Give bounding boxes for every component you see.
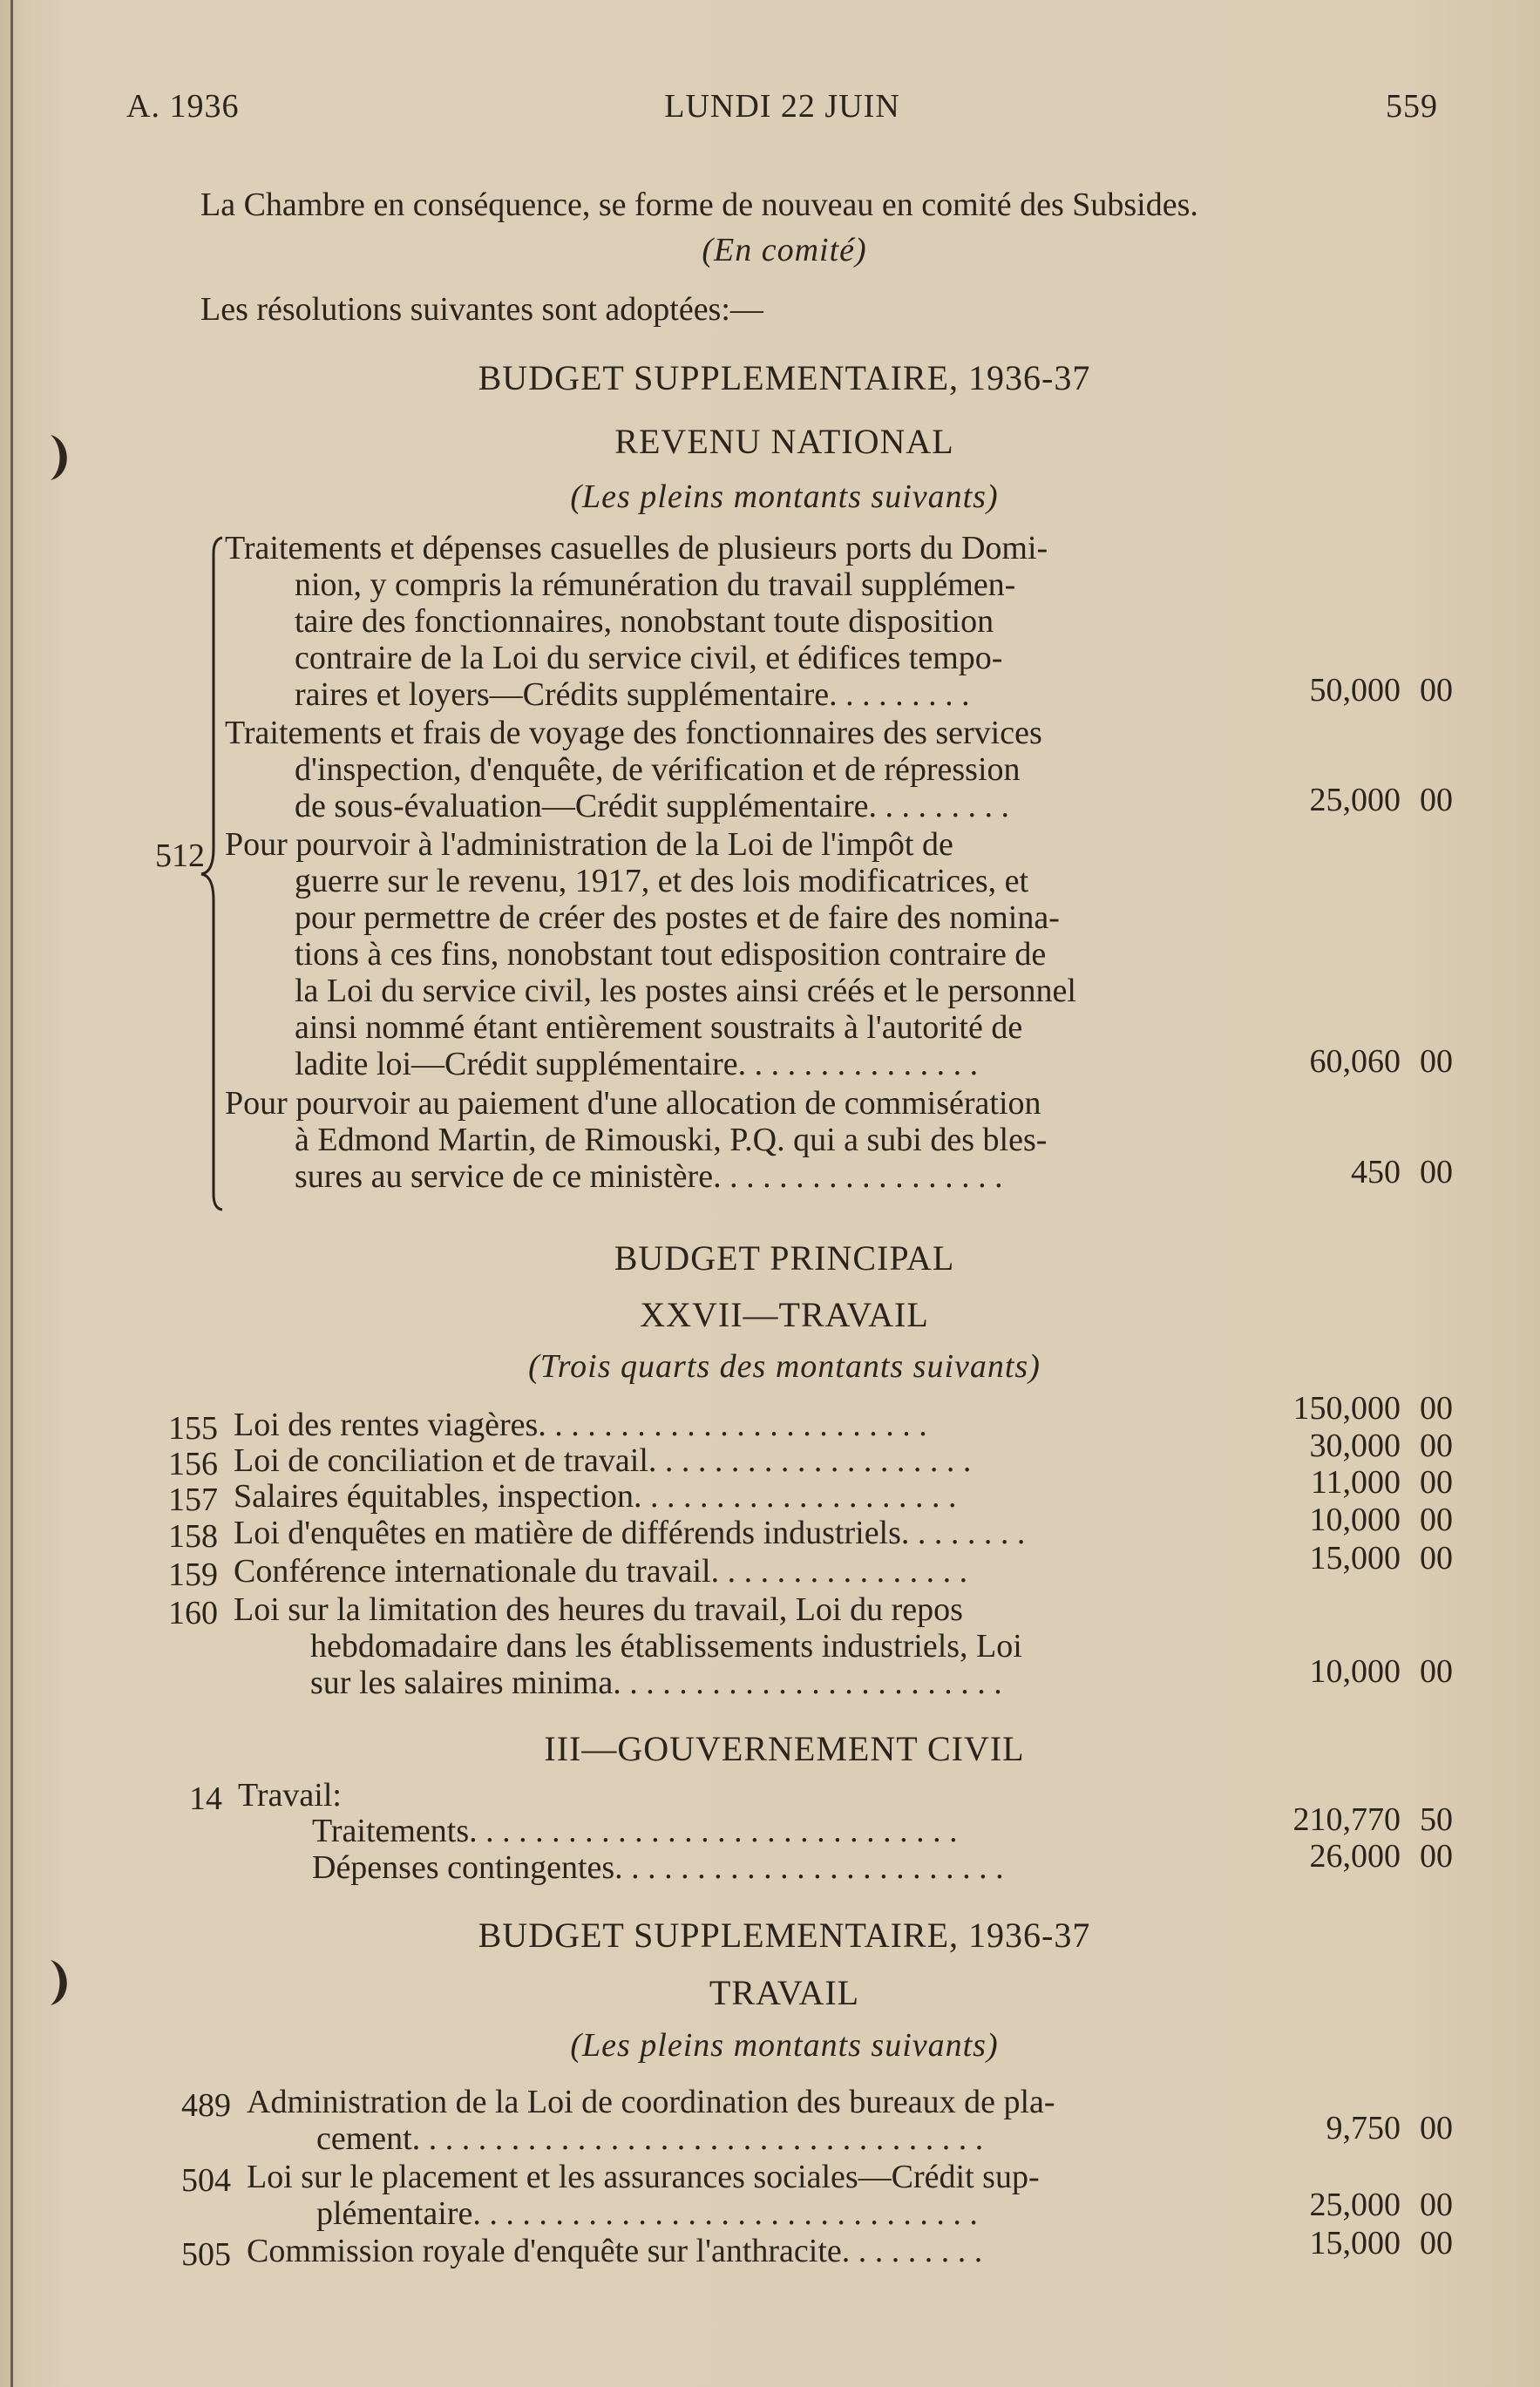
- section-subtitle: TRAVAIL: [709, 1973, 860, 2012]
- section-subtitle: XXVII—TRAVAIL: [640, 1295, 929, 1334]
- item-number: 159: [168, 1556, 218, 1593]
- amount: 30,000 00: [1309, 1427, 1453, 1464]
- list-item: Salaires équitables, inspection. . . . . . . . . . . . . . . . . . . .: [234, 1478, 957, 1515]
- list-item: Loi d'enquêtes en matière de différends industriels. . . . . . . .: [234, 1515, 1026, 1551]
- in-committee-note: (En comité): [702, 232, 867, 268]
- header-year: A. 1936: [126, 88, 240, 125]
- amount: 25,000 00: [1309, 2187, 1453, 2223]
- amount: 9,750 00: [1326, 2110, 1453, 2146]
- amount: 10,000 00: [1309, 1502, 1453, 1538]
- binding-hole-icon: [45, 1956, 77, 2009]
- amount: 10,000 00: [1309, 1653, 1453, 1690]
- list-item: Administration de la Loi de coordination des bureaux de pla- cement. . . . . . . . . . . . . . . . . . . . . . . . . . . . . . . . . . .: [247, 2084, 1055, 2157]
- intro-paragraph: La Chambre en conséquence, se forme de nouveau en comité des Subsides.: [200, 186, 1198, 223]
- item-number: 158: [168, 1518, 218, 1555]
- list-item: Loi sur la limitation des heures du travail, Loi du repos hebdomadaire dans les établissements industriels, Loi sur les salaires minima. . . . . . . . . . . . . . . . . . . . . . . .: [234, 1591, 1022, 1701]
- section-title: BUDGET SUPPLEMENTAIRE, 1936-37: [478, 1916, 1091, 1955]
- item-number: 160: [168, 1595, 218, 1631]
- amount: 11,000 00: [1310, 1464, 1453, 1501]
- binding-hole-icon: [45, 431, 77, 484]
- running-head: [126, 87, 1438, 131]
- amount: 450 00: [1351, 1154, 1453, 1190]
- section-note: (Trois quarts des montants suivants): [528, 1348, 1041, 1385]
- list-item: Traitements et dépenses casuelles de plusieurs ports du Domi- nion, y compris la rémunération du travail supplémen- taire des fonctionnaires, nonobstant toute disposition contraire de la Loi du service civil, et édifices tempo- raires et loyers—Crédits supplémentaire. . . . . . . . .: [225, 530, 1048, 713]
- resolutions-intro: Les résolutions suivantes sont adoptées:—: [200, 291, 763, 328]
- amount: 150,000 00: [1292, 1390, 1453, 1427]
- list-item: Conférence internationale du travail. . . . . . . . . . . . . . . .: [234, 1553, 968, 1590]
- item-number: 157: [168, 1482, 218, 1518]
- section-note: (Les pleins montants suivants): [570, 478, 999, 515]
- header-date: LUNDI 22 JUIN: [664, 88, 900, 125]
- item-number: 505: [181, 2236, 231, 2273]
- amount: 26,000 00: [1309, 1838, 1453, 1875]
- amount: 25,000 00: [1309, 782, 1453, 818]
- list-item-label: Travail:: [238, 1777, 342, 1814]
- section-subtitle: REVENU NATIONAL: [614, 422, 954, 461]
- binding-edge: [10, 0, 13, 2387]
- vote-number: 512: [155, 837, 205, 874]
- list-item: Loi des rentes viagères. . . . . . . . . . . . . . . . . . . . . . . .: [234, 1407, 927, 1443]
- amount: 15,000 00: [1309, 2225, 1453, 2262]
- item-number: 489: [181, 2087, 231, 2124]
- amount: 50,000 00: [1309, 672, 1453, 709]
- list-item: Loi de conciliation et de travail. . . . . . . . . . . . . . . . . . . .: [234, 1442, 972, 1479]
- list-item: Pour pourvoir au paiement d'une allocation de commisération à Edmond Martin, de Rimouski, P.Q. qui a subi des bles- sures au service de ce ministère. . . . . . . . . . . . . . . . . .: [225, 1085, 1048, 1195]
- list-item: Traitements. . . . . . . . . . . . . . . . . . . . . . . . . . . . . .: [312, 1813, 958, 1849]
- section-title: BUDGET PRINCIPAL: [614, 1238, 955, 1278]
- item-number: 14: [189, 1780, 222, 1817]
- amount: 60,060 00: [1309, 1043, 1453, 1080]
- amount: 15,000 00: [1309, 1540, 1453, 1577]
- section-title: III—GOUVERNEMENT CIVIL: [544, 1729, 1025, 1768]
- amount: 210,770 50: [1292, 1801, 1453, 1838]
- section-title: BUDGET SUPPLEMENTAIRE, 1936-37: [478, 358, 1091, 397]
- section-note: (Les pleins montants suivants): [570, 2027, 999, 2064]
- list-item: Loi sur le placement et les assurances sociales—Crédit sup- plémentaire. . . . . . . . . . . . . . . . . . . . . . . . . . . . . . .: [247, 2159, 1040, 2232]
- page-number: 559: [1386, 88, 1438, 125]
- item-number: 156: [168, 1446, 218, 1482]
- item-number: 155: [168, 1410, 218, 1447]
- list-item: Traitements et frais de voyage des fonctionnaires des services d'inspection, d'enquête, de vérification et de répression de sous-évaluation—Crédit supplémentaire. . . . . . . . .: [225, 715, 1042, 824]
- list-item: Dépenses contingentes. . . . . . . . . . . . . . . . . . . . . . . .: [312, 1849, 1004, 1886]
- item-number: 504: [181, 2162, 231, 2199]
- list-item: Pour pourvoir à l'administration de la Loi de l'impôt de guerre sur le revenu, 1917, et des lois modificatrices, et pour permettre de créer des postes et de faire des nomina- tions à ces fins, nonobstant tout edisposition contraire de la Loi du service civil, les postes ainsi créés et le personnel ainsi nommé étant entièrement soustraits à l'autorité de ladite loi—Crédit supplémentaire. . . . . . . . . . . . . . .: [225, 826, 1076, 1082]
- list-item: Commission royale d'enquête sur l'anthracite. . . . . . . . .: [247, 2233, 983, 2269]
